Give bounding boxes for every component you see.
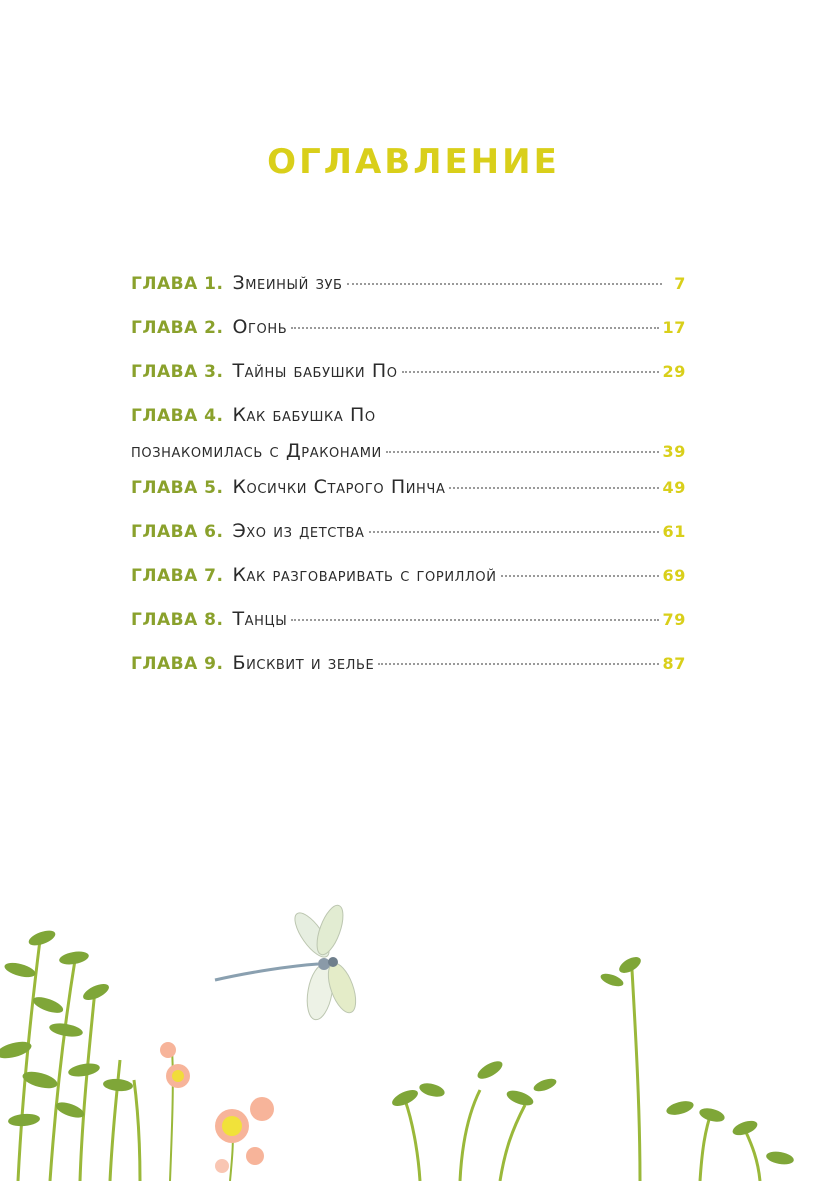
toc-entry-1[interactable] (131, 272, 686, 316)
page-number: 79 (662, 610, 686, 629)
chapter-title: Косички Старого Пинча (232, 476, 446, 498)
chapter-label: ГЛАВА 9. (131, 654, 224, 674)
chapter-title-line1: Как бабушка По (232, 404, 376, 426)
leader-dots (378, 663, 658, 665)
meadow-illustration (0, 880, 827, 1181)
grass-stem-icon (18, 940, 760, 1181)
page-number: 61 (662, 522, 686, 541)
toc-entry-9[interactable] (131, 652, 686, 696)
page-number: 17 (662, 318, 686, 337)
flower-icon (160, 1042, 274, 1181)
chapter-label: ГЛАВА 5. (131, 478, 224, 498)
chapter-title: Танцы (232, 608, 288, 630)
page-number: 69 (662, 566, 686, 585)
chapter-title: Бисквит и зелье (232, 652, 375, 674)
toc-entry-8[interactable] (131, 608, 686, 652)
chapter-label: ГЛАВА 7. (131, 566, 224, 586)
chapter-label: ГЛАВА 3. (131, 362, 224, 382)
table-of-contents (131, 272, 686, 696)
leader-dots (501, 575, 659, 577)
toc-entry-5[interactable] (131, 476, 686, 520)
chapter-title: Как разговаривать с гориллой (232, 564, 497, 586)
dragonfly-icon (215, 902, 361, 1022)
page-number: 87 (662, 654, 686, 673)
chapter-title-line2: познакомилась с Драконами (131, 440, 382, 462)
chapter-label: ГЛАВА 2. (131, 318, 224, 338)
leader-dots (386, 451, 659, 453)
toc-entry-7[interactable] (131, 564, 686, 608)
leaf-cluster (0, 928, 795, 1167)
leader-dots (402, 371, 659, 373)
chapter-label: ГЛАВА 4. (131, 406, 224, 426)
chapter-title: Эхо из детства (232, 520, 365, 542)
toc-entry-2[interactable] (131, 316, 686, 360)
page-title: ОГЛАВЛЕНИЕ (267, 142, 560, 182)
leader-dots (449, 487, 658, 489)
chapter-title: Огонь (232, 316, 288, 338)
page-number: 49 (662, 478, 686, 497)
toc-entry-3[interactable] (131, 360, 686, 404)
page-number: 7 (674, 274, 686, 293)
toc-entry-6[interactable] (131, 520, 686, 564)
chapter-title: Змеиный зуб (232, 272, 343, 294)
chapter-label: ГЛАВА 8. (131, 610, 224, 630)
leader-dots (347, 283, 662, 285)
chapter-label: ГЛАВА 6. (131, 522, 224, 542)
page-number: 29 (662, 362, 686, 381)
toc-entry-4[interactable] (131, 404, 686, 462)
leader-dots (291, 619, 658, 621)
page-number: 39 (662, 442, 686, 461)
leader-dots (369, 531, 659, 533)
chapter-label: ГЛАВА 1. (131, 274, 224, 294)
chapter-title: Тайны бабушки По (232, 360, 398, 382)
leader-dots (291, 327, 658, 329)
